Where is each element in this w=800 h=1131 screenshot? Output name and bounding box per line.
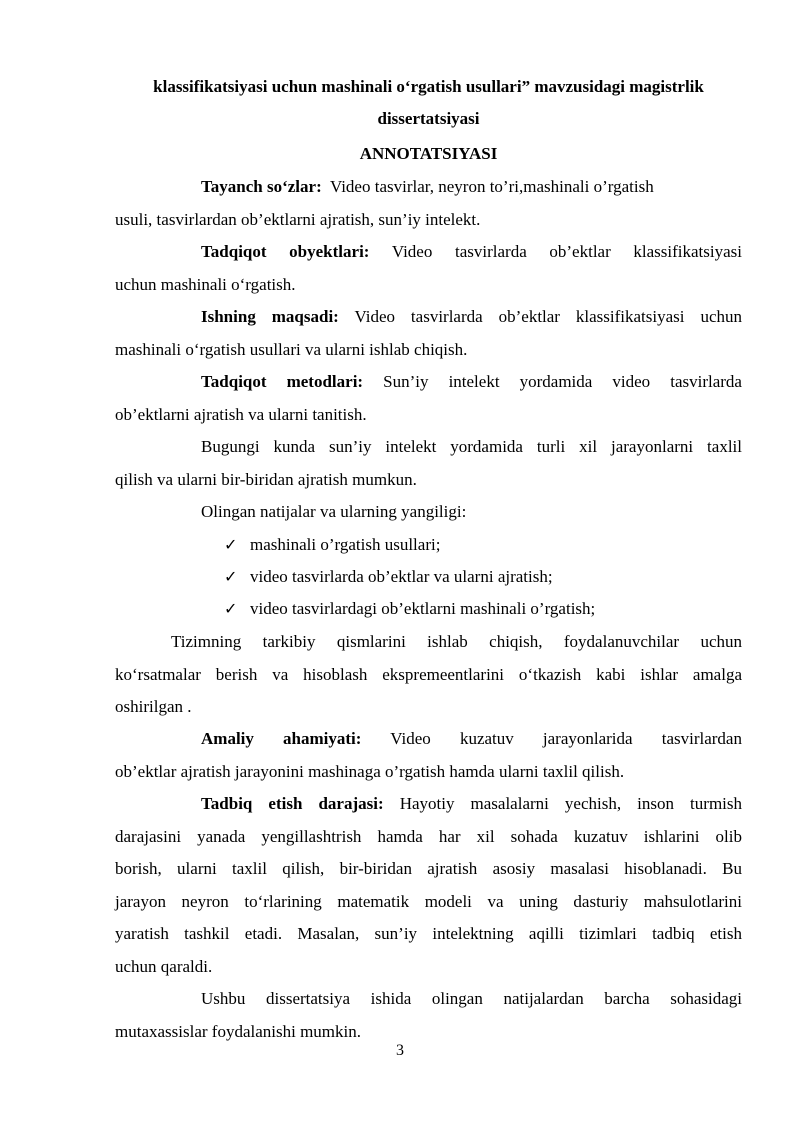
keywords-text-2: usuli, tasvirlardan ob’ektlarni ajratish, sun’iy intelekt. bbox=[115, 209, 481, 229]
implementation-text-2: darajasini yanada yengillashtrish hamda har xil sohada kuzatuv ishlarini olib bbox=[115, 826, 742, 846]
list-item bbox=[224, 561, 553, 594]
practical-paragraph bbox=[115, 723, 742, 788]
checkmark-icon: ✓ bbox=[224, 599, 238, 618]
goal-text-1: Video tasvirlarda ob’ektlar klassifikatsiyasi uchun bbox=[354, 307, 742, 326]
objects-text-1: Video tasvirlarda ob’ektlar klassifikatsiyasi bbox=[391, 242, 742, 261]
checkmark-icon: ✓ bbox=[224, 567, 238, 586]
implementation-text-3: borish, ularni taxlil qilish, bir-biridan ajratish asosiy masalasi hisoblanadi. Bu bbox=[115, 859, 742, 878]
today-text-2: qilish va ularni bir-biridan ajratish mumkun. bbox=[115, 469, 417, 489]
implementation-label: Tadbiq etish darajasi: bbox=[201, 794, 384, 813]
conclusion-text-2: mutaxassislar foydalanishi mumkin. bbox=[115, 1021, 361, 1041]
implementation-text-1: Hayotiy masalalarni yechish, inson turmish bbox=[399, 794, 743, 813]
keywords-paragraph bbox=[115, 171, 742, 236]
methods-label: Tadqiqot metodlari: bbox=[201, 372, 364, 391]
results-intro-text: Olingan natijalar va ularning yangiligi: bbox=[201, 502, 467, 521]
implementation-text-4: jarayon neyron to‘rlarining matematik modeli va uning dasturiy mahsulotlarini bbox=[115, 891, 742, 911]
keywords-label: Tayanch so‘zlar: bbox=[201, 177, 322, 196]
section-heading: ANNOTATSIYASI bbox=[359, 144, 498, 163]
goal-paragraph bbox=[115, 301, 742, 366]
practical-text-2: ob’ektlar ajratish jarayonini mashinaga o’rgatish hamda ularni taxlil qilish. bbox=[115, 761, 625, 781]
practical-text-1: Video kuzatuv jarayonlarida tasvirlardan bbox=[390, 729, 742, 748]
list-item bbox=[224, 529, 440, 562]
implementation-paragraph bbox=[115, 788, 742, 983]
methods-text-1: Sun’iy intelekt yordamida video tasvirlarda bbox=[383, 372, 742, 391]
title-line-2: dissertatsiyasi bbox=[377, 109, 480, 128]
objects-label: Tadqiqot obyektlari: bbox=[201, 242, 370, 261]
list-item-text: video tasvirlardagi ob’ektlarni mashinali o’rgatish; bbox=[250, 599, 596, 618]
system-text-3: oshirilgan . bbox=[115, 697, 192, 716]
system-text-1: Tizimning tarkibiy qismlarini ishlab chiqish, foydalanuvchilar uchun bbox=[171, 632, 742, 651]
list-item bbox=[224, 593, 595, 626]
today-paragraph bbox=[115, 431, 742, 496]
conclusion-text-1: Ushbu dissertatsiya ishida olingan natijalardan barcha sohasidagi bbox=[201, 989, 742, 1008]
today-text-1: Bugungi kunda sun’iy intelekt yordamida turli xil jarayonlarni taxlil bbox=[201, 437, 742, 456]
objects-paragraph bbox=[115, 236, 742, 301]
objects-text-2: uchun mashinali o‘rgatish. bbox=[115, 274, 296, 294]
page-number: 3 bbox=[396, 1042, 404, 1059]
conclusion-paragraph bbox=[115, 983, 742, 1048]
system-paragraph bbox=[115, 626, 742, 724]
practical-label: Amaliy ahamiyati: bbox=[201, 729, 362, 748]
keywords-text-1: Video tasvirlar, neyron to’ri,mashinali o’rgatish bbox=[329, 177, 654, 196]
methods-paragraph bbox=[115, 366, 742, 431]
system-text-2: ko‘rsatmalar berish va hisoblash ekspremeentlarini o‘tkazish kabi ishlar amalga bbox=[115, 664, 742, 684]
goal-label: Ishning maqsadi: bbox=[201, 307, 339, 326]
list-item-text: mashinali o’rgatish usullari; bbox=[250, 535, 441, 554]
goal-text-2: mashinali o‘rgatish usullari va ularni ishlab chiqish. bbox=[115, 339, 468, 359]
implementation-text-6: uchun qaraldi. bbox=[115, 956, 213, 976]
list-item-text: video tasvirlarda ob’ektlar va ularni ajratish; bbox=[250, 567, 553, 586]
checkmark-icon: ✓ bbox=[224, 535, 238, 554]
results-intro bbox=[115, 496, 742, 529]
title-line-1: klassifikatsiyasi uchun mashinali o‘rgatish usullari” mavzusidagi magistrlik bbox=[153, 77, 704, 96]
methods-text-2: ob’ektlarni ajratish va ularni tanitish. bbox=[115, 404, 367, 424]
implementation-text-5: yaratish tashkil etadi. Masalan, sun’iy intelektning aqilli tizimlari tadbiq etish bbox=[115, 924, 742, 943]
